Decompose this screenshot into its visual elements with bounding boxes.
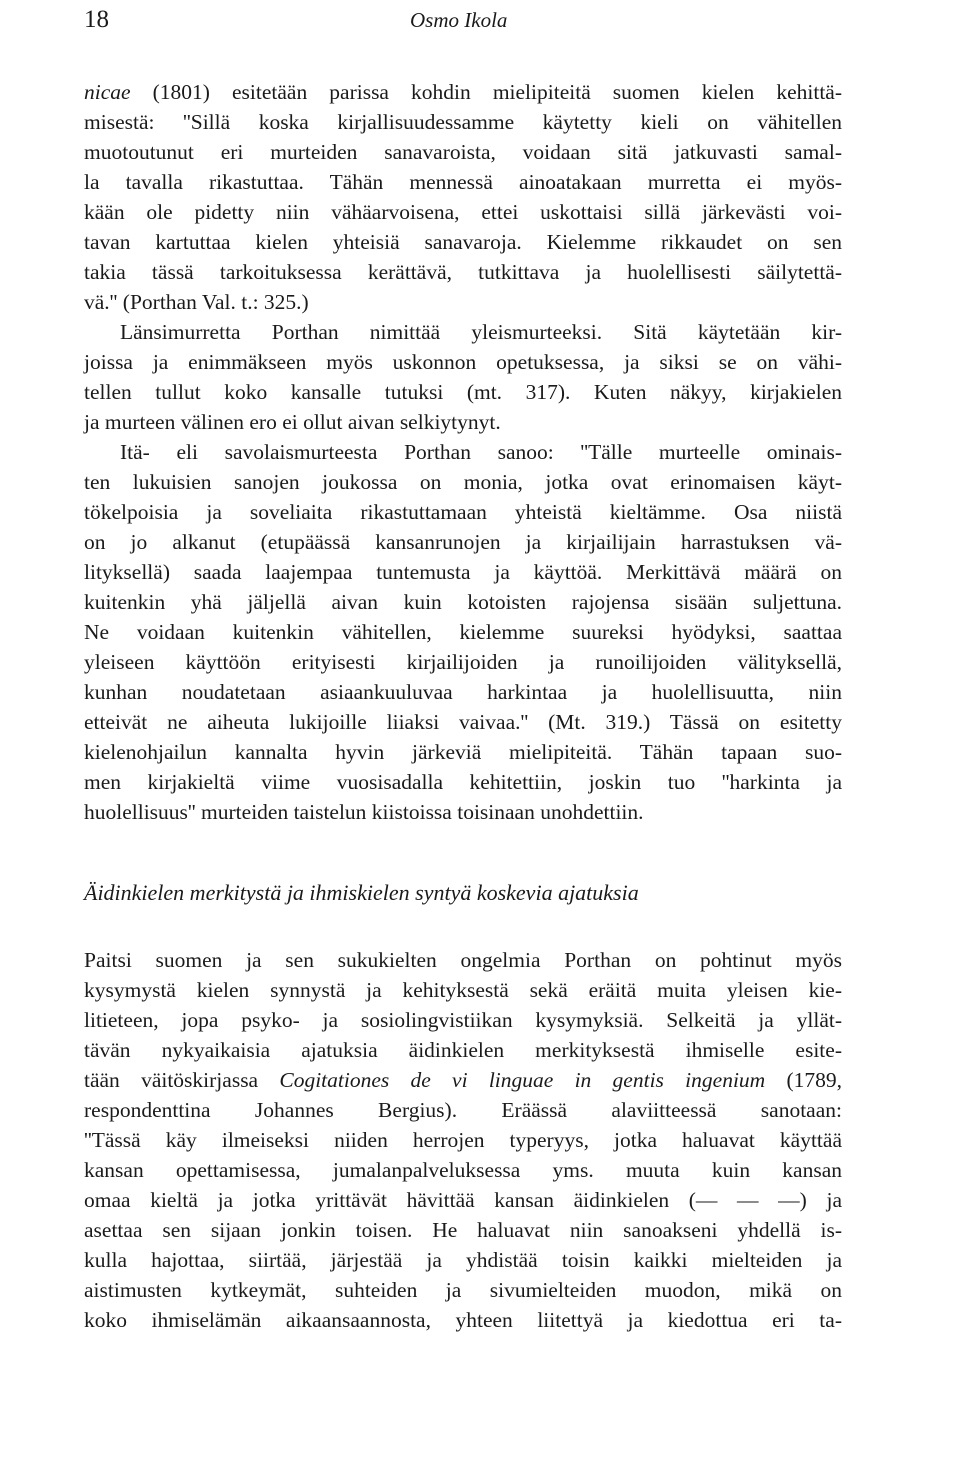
text-line: kunhan noudatetaan asiaankuuluvaa harkintaa ja huolellisuutta, niin bbox=[84, 680, 842, 704]
text-line: aistimusten kytkeymät, suhteiden ja sivumielteiden muodon, mikä on bbox=[84, 1278, 842, 1302]
text-line: kysymystä kielen synnystä ja kehityksestä sekä eräitä muita yleisen kie- bbox=[84, 978, 842, 1002]
text-line: takia tässä tarkoituksessa kerättävä, tutkittava ja huolellisesti säilytettä- bbox=[84, 260, 842, 284]
text-line: huolellisuus'' murteiden taistelun kiistoissa toisinaan unohdettiin. bbox=[84, 800, 644, 824]
paragraph-start: Itä- eli savolaismurteesta Porthan sanoo: ''Tälle murteelle ominais- bbox=[120, 440, 842, 464]
text-line: etteivät ne aiheuta lukijoille liiaksi vaivaa.'' (Mt. 319.) Tässä on esitetty bbox=[84, 710, 842, 734]
text-line: ja murteen välinen ero ei ollut aivan selkiytynyt. bbox=[84, 410, 501, 434]
text-line: kulla hajottaa, siirtää, järjestää ja yhdistää toisin kaikki mielteiden ja bbox=[84, 1248, 842, 1272]
text-line: respondenttina Johannes Bergius). Eräässä alaviitteessä sanotaan: bbox=[84, 1098, 842, 1122]
text-line: tökelpoisia ja soveliaita rikastuttamaan yhteistä kieltämme. Osa niistä bbox=[84, 500, 842, 524]
text-line: kuitenkin yhä jäljellä aivan kuin kotoisten rajojensa sisään suljettuna. bbox=[84, 590, 842, 614]
text-line: tavan kartuttaa kielen yhteisiä sanavaroja. Kielemme rikkaudet on sen bbox=[84, 230, 842, 254]
page-number: 18 bbox=[84, 6, 109, 33]
text-line: asettaa sen sijaan jonkin toisen. He haluavat niin sanoakseni yhdellä is- bbox=[84, 1218, 842, 1242]
text-line: kielenohjailun kannalta hyvin järkeviä mielipiteitä. Tähän tapaan suo- bbox=[84, 740, 842, 764]
book-title-fragment: nicae bbox=[84, 80, 131, 104]
text-line: on jo alkanut (etupäässä kansanrunojen ja kirjailijain harrastuksen vä- bbox=[84, 530, 842, 554]
section-heading: Äidinkielen merkitystä ja ihmiskielen syntyä koskevia ajatuksia bbox=[84, 880, 639, 905]
dissertation-title: Cogitationes de vi linguae in gentis ingenium bbox=[279, 1068, 766, 1092]
text-line: Paitsi suomen ja sen sukukielten ongelmia Porthan on pohtinut myös bbox=[84, 948, 842, 972]
text-line: ''Tässä käy ilmeiseksi niiden herrojen typeryys, jotka haluavat käyttää bbox=[84, 1128, 842, 1152]
text-line: nicae (1801) esitetään parissa kohdin mielipiteitä suomen kielen kehittä- bbox=[84, 80, 842, 104]
text-line: kään ole pidetty niin vähäarvoisena, ettei uskottaisi sillä järkevästi voi- bbox=[84, 200, 842, 224]
text-line: lityksellä) saada laajempaa tuntemusta ja käyttöä. Merkittävä määrä on bbox=[84, 560, 842, 584]
text-line: ten lukuisien sanojen joukossa on monia, jotka ovat erinomaisen käyt- bbox=[84, 470, 842, 494]
text-line: koko ihmiselämän aikaansaannosta, yhteen liitettyä ja kiedottua eri ta- bbox=[84, 1308, 842, 1332]
text-line: la tavalla rikastuttaa. Tähän mennessä ainoatakaan murretta ei myös- bbox=[84, 170, 842, 194]
text-line: kansan opettamisessa, jumalanpalveluksessa yms. muuta kuin kansan bbox=[84, 1158, 842, 1182]
text-line: litieteen, jopa psyko- ja sosiolingvistiikan kysymyksiä. Selkeitä ja yllät- bbox=[84, 1008, 842, 1032]
text-line: muotoutunut eri murteiden sanavaroista, voidaan sitä jatkuvasti samal- bbox=[84, 140, 842, 164]
running-head-author: Osmo Ikola bbox=[410, 8, 508, 32]
text-line: yleiseen käyttöön erityisesti kirjailijoiden ja runoilijoiden välityksellä, bbox=[84, 650, 842, 674]
text-line: Ne voidaan kuitenkin vähitellen, kielemme suureksi hyödyksi, saattaa bbox=[84, 620, 842, 644]
text-line: men kirjakieltä viime vuosisadalla kehitettiin, joskin tuo ''harkinta ja bbox=[84, 770, 842, 794]
text-line: tävän nykyaikaisia ajatuksia äidinkielen merkityksestä ihmiselle esite- bbox=[84, 1038, 842, 1062]
text-line: tään väitöskirjassa Cogitationes de vi linguae in gentis ingenium (1789, bbox=[84, 1068, 842, 1092]
text-line: joissa ja enimmäkseen myös uskonnon opetuksessa, ja siksi se on vähi- bbox=[84, 350, 842, 374]
text-line: misestä: ''Sillä koska kirjallisuudessamme käytetty kieli on vähitellen bbox=[84, 110, 842, 134]
text-line: tellen tullut koko kansalle tutuksi (mt. 317). Kuten näkyy, kirjakielen bbox=[84, 380, 842, 404]
text-line: omaa kieltä ja jotka yrittävät hävittää kansan äidinkielen (— — —) ja bbox=[84, 1188, 842, 1212]
text-line: vä.'' (Porthan Val. t.: 325.) bbox=[84, 290, 309, 314]
paragraph-start: Länsimurretta Porthan nimittää yleismurteeksi. Sitä käytetään kir- bbox=[120, 320, 842, 344]
